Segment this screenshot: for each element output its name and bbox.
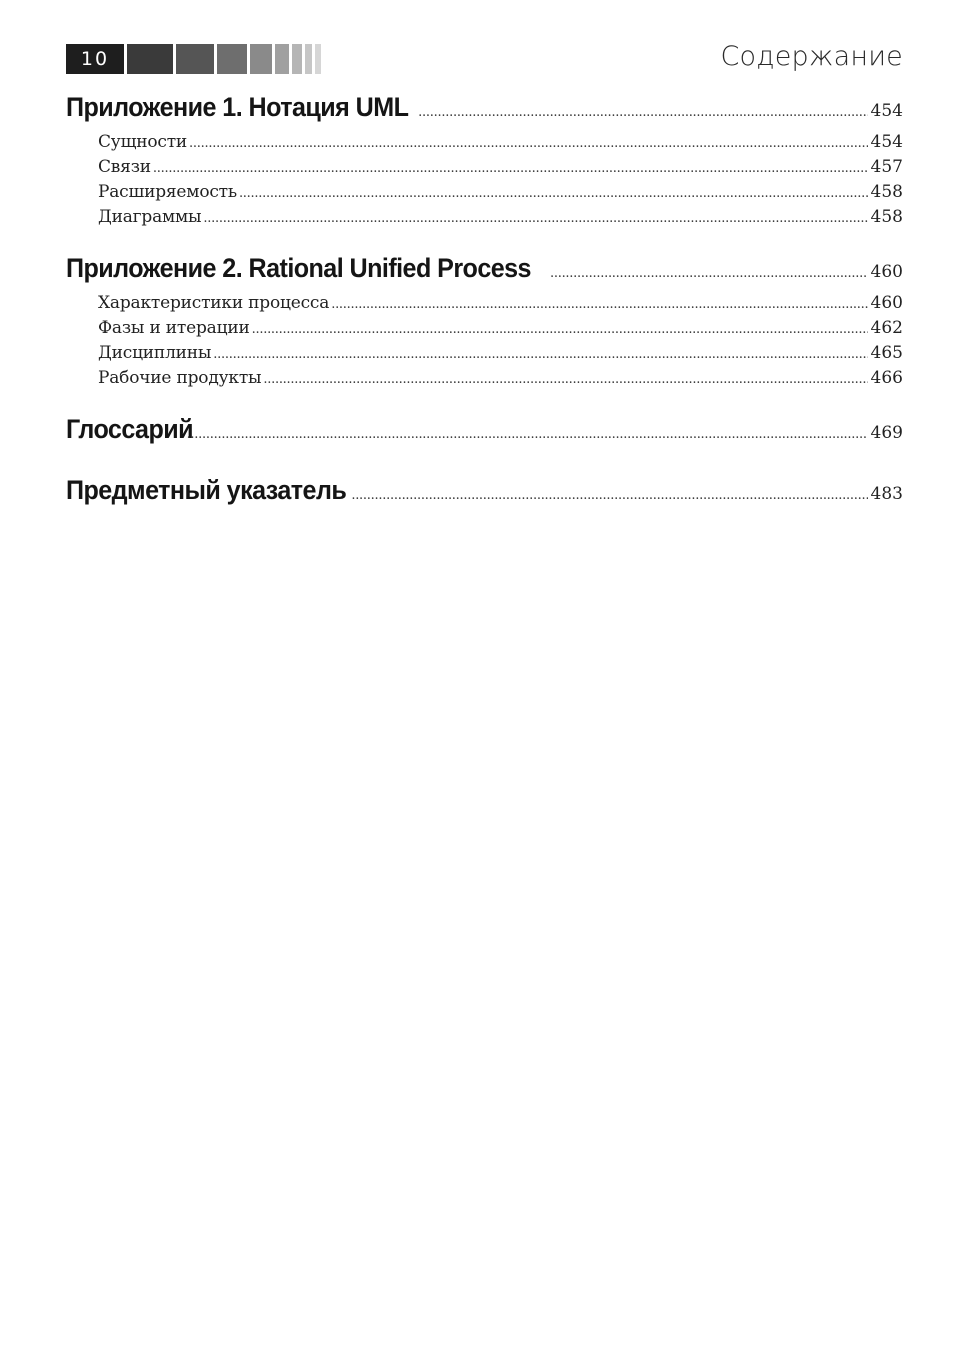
dot-leader [213, 343, 867, 362]
section-title: Сущности [98, 132, 188, 152]
toc-chapter-appendix-1[interactable] [66, 92, 903, 128]
header-gradient-bar-5 [275, 44, 289, 74]
section-title: Характеристики процесса [98, 293, 330, 313]
toc-section[interactable] [66, 207, 903, 232]
toc-chapter-appendix-2[interactable] [66, 253, 903, 289]
section-page-number: 460 [870, 293, 903, 313]
dot-leader [189, 132, 868, 151]
toc-section[interactable] [66, 318, 903, 343]
toc-section[interactable] [66, 157, 903, 182]
chapter-title: Приложение 2. Rational Unified Process [66, 253, 531, 283]
section-title: Расширяемость [98, 182, 237, 202]
toc-section[interactable] [66, 293, 903, 318]
section-title: Диаграммы [98, 207, 202, 227]
chapter-title: Предметный указатель [66, 475, 347, 505]
header-gradient-bar-3 [217, 44, 247, 74]
toc-section[interactable] [66, 182, 903, 207]
chapter-page-number: 460 [870, 262, 903, 282]
section-page-number: 458 [870, 182, 903, 202]
chapter-title: Приложение 1. Нотация UML [66, 92, 409, 122]
section-page-number: 457 [870, 157, 903, 177]
header-gradient-bar-8 [315, 44, 321, 74]
section-page-number: 465 [870, 343, 903, 363]
dot-leader [187, 423, 868, 442]
section-title: Дисциплины [98, 343, 212, 363]
dot-leader [331, 293, 867, 312]
dot-leader [252, 318, 868, 337]
section-title: Рабочие продукты [98, 368, 262, 388]
toc-section[interactable] [66, 343, 903, 368]
header-gradient-bar-7 [305, 44, 312, 74]
section-page-number: 462 [870, 318, 903, 338]
dot-leader [263, 368, 867, 387]
dot-leader [153, 157, 868, 176]
dot-leader [550, 262, 868, 281]
section-title: Связи [98, 157, 151, 177]
section-page-number: 458 [870, 207, 903, 227]
dot-leader [203, 207, 867, 226]
header-gradient-bar-1 [127, 44, 173, 74]
toc-section[interactable] [66, 132, 903, 157]
chapter-page-number: 454 [870, 101, 903, 121]
dot-leader [351, 484, 867, 503]
running-header [66, 41, 903, 74]
dot-leader [239, 182, 868, 201]
toc-chapter-glossary[interactable] [66, 414, 903, 450]
toc-chapter-index[interactable] [66, 475, 903, 511]
running-title: Содержание [720, 41, 903, 72]
header-gradient-bar-6 [292, 44, 302, 74]
dot-leader [418, 101, 867, 120]
page-number: 10 [66, 44, 124, 74]
section-page-number: 466 [870, 368, 903, 388]
chapter-title: Глоссарий [66, 414, 194, 444]
chapter-page-number: 483 [870, 484, 903, 504]
header-gradient-bar-2 [176, 44, 214, 74]
section-page-number: 454 [870, 132, 903, 152]
toc-section[interactable] [66, 368, 903, 393]
header-gradient-bar-4 [250, 44, 272, 74]
section-title: Фазы и итерации [98, 318, 250, 338]
chapter-page-number: 469 [870, 423, 903, 443]
table-of-contents [66, 92, 903, 511]
